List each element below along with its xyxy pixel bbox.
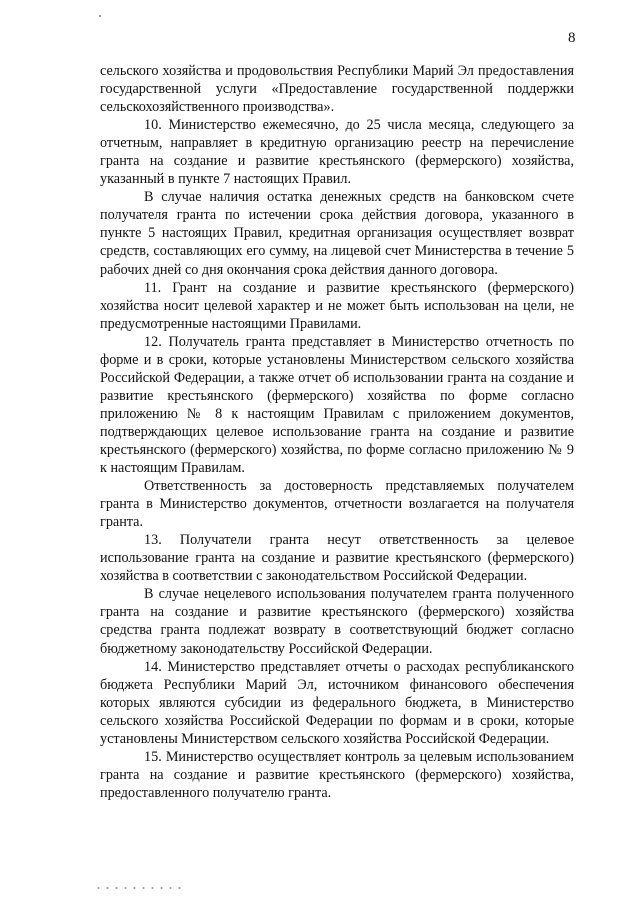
scan-noise-artifact <box>94 886 184 890</box>
paragraph-item-13: 13. Получатели гранта несут ответственность за целевое использование гранта на создание и развитие крестьянского (фермерского) хозяйства в соответствии с законодательством Российской Федерации. <box>100 532 574 585</box>
paragraph-continuation: сельского хозяйства и продовольствия Республики Марий Эл предоставления государственной услуги «Предоставление государственной поддержки сельскохозяйственного производства». <box>100 63 574 116</box>
paragraph-item-12-responsibility: Ответственность за достоверность представляемых получателем гранта в Министерство документов, отчетности возлагается на получателя гранта. <box>100 478 574 531</box>
scan-artifact-mark <box>99 15 101 17</box>
paragraph-item-13-misuse: В случае нецелевого использования получателем гранта полученного гранта на создание и развитие крестьянского (фермерского) хозяйства средства гранта подлежат возврату в соответствующий бюджет согласно бюджетному законодательству Российской Федерации. <box>100 586 574 657</box>
paragraph-item-10: 10. Министерство ежемесячно, до 25 числа месяца, следующего за отчетным, направляет в кредитную организацию реестр на перечисление гранта на создание и развитие крестьянского (фермерского) хозяйства, указанный в пункте 7 настоящих Правил. <box>100 117 574 188</box>
document-body <box>100 62 574 802</box>
paragraph-item-14: 14. Министерство представляет отчеты о расходах республиканского бюджета Республики Марий Эл, источником финансового обеспечения которых являются субсидии из федерального бюджета, в Министерство сельского хозяйства Российской Федерации по формам и в сроки, которые установлены Министерством сельского хозяйства Российской Федерации. <box>100 658 574 747</box>
page-number: 8 <box>568 30 576 46</box>
paragraph-item-12: 12. Получатель гранта представляет в Министерство отчетность по форме и в сроки, которые установлены Министерством сельского хозяйства Российской Федерации, а также отчет об использовании гранта на создание и развитие крестьянского (фермерского) хозяйства по форме согласно приложению № 8 к настоящим Правилам с приложением документов, подтверждающих целевое использование гранта на создание и развитие крестьянского (фермерского) хозяйства, по форме согласно приложению № 9 к настоящим Правилам. <box>100 333 574 477</box>
paragraph-item-10-remainder: В случае наличия остатка денежных средств на банковском счете получателя гранта по истечении срока действия договора, указанного в пункте 5 настоящих Правил, кредитная организация осуществляет возврат средств, составляющих его сумму, на лицевой счет Министерства в течение 5 рабочих дней со дня окончания срока действия данного договора. <box>100 189 574 278</box>
paragraph-item-11: 11. Грант на создание и развитие крестьянского (фермерского) хозяйства носит целевой характер и не может быть использован на цели, не предусмотренные настоящими Правилами. <box>100 279 574 332</box>
paragraph-item-15: 15. Министерство осуществляет контроль за целевым использованием гранта на создание и развитие крестьянского (фермерского) хозяйства, предоставленного получателю гранта. <box>100 748 574 801</box>
